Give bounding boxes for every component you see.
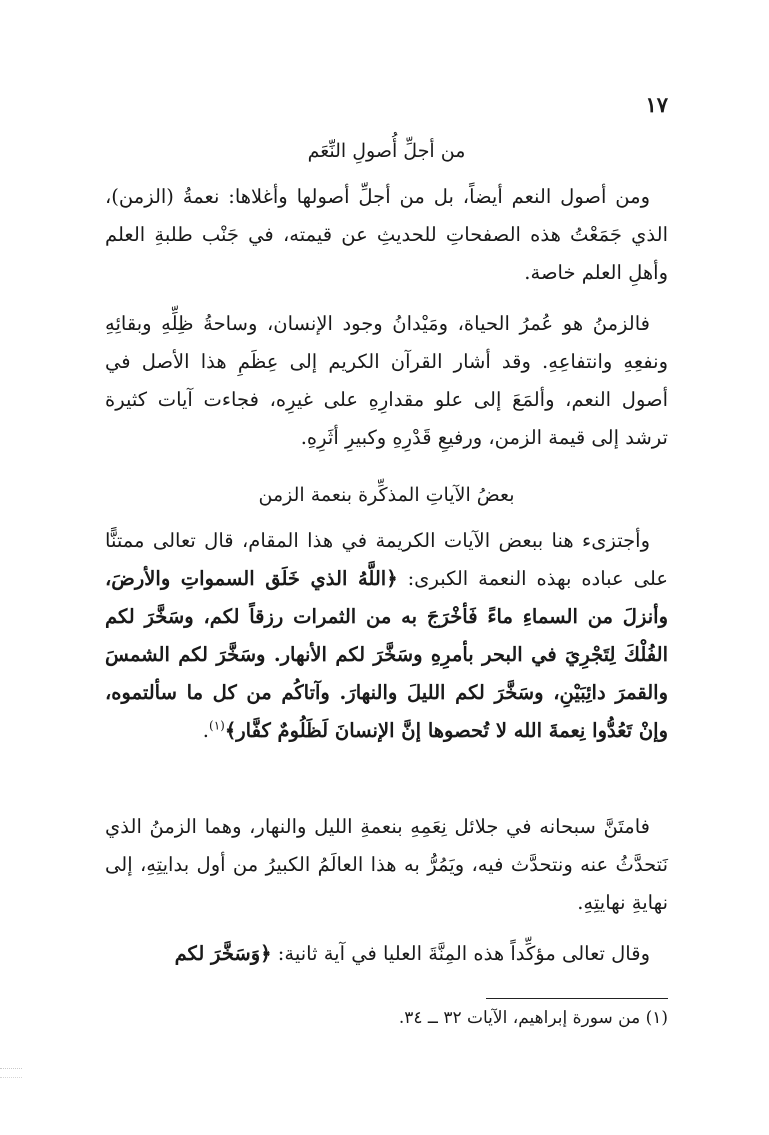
paragraph-3-intro: وأجتزىء هنا ببعض الآيات الكريمة في هذا المقام، قال تعالى ممتنًّا على عباده بهذه النعمة الكبرى: [105,529,668,590]
scan-edge-mark [0,1068,22,1078]
paragraph-2-text: فالزمنُ هو عُمرُ الحياة، ومَيْدانُ وجود الإنسان، وساحةُ ظِلِّهِ وبقائِهِ ونفعِهِ وانتفاعِهِ. وقد أشار القرآن الكريم إلى عِظَمِ هذا الأصل في أصول النعم، وألمَعَ إلى علو مقدارِهِ على غيرِه، فجاءت آيات كثيرة ترشد إلى قيمة الزمن، ورفيعِ قَدْرِهِ وكبيرِ أثَرِهِ. [105,312,668,449]
paragraph-4 [105,808,668,922]
paragraph-3-end: . [202,719,209,742]
book-page [105,0,668,1135]
quran-verse-2: ﴿وَسَخَّرَ لكم [174,942,272,965]
paragraph-5 [105,935,668,973]
paragraph-1 [105,178,668,292]
paragraph-3 [105,522,668,750]
quran-verse-1: ﴿اللَّهُ الذي خَلَق السمواتِ والأرضَ، وأنزلَ من السماءِ ماءً فَأخْرَجَ به من الثمرات رزقاً لكم، وسَخَّرَ لكم الفُلْكَ لِتَجْرِيَ في البحر بأمرِهِ وسَخَّرَ لكم الأنهار. وسَخَّرَ لكم الشمسَ والقمرَ دائِبَيْنِ، وسَخَّرَ لكم الليلَ والنهارَ. وآتاكُم من كل ما سألتموه، وإنْ تَعُدُّوا نِعمةَ الله لا تُحصوها إنَّ الإنسانَ لَظَلُومٌ كفَّار﴾ [105,567,668,742]
section-heading-1: من أجلِّ أُصولِ النِّعَم [307,140,466,162]
footnote-reference: (١) [209,718,225,733]
footnote: (١) من سورة إبراهيم، الآيات ٣٢ ــ ٣٤. [398,1008,668,1028]
paragraph-5-intro: وقال تعالى مؤكِّداً هذه المِنَّةَ العليا في آية ثانية: [277,942,650,965]
paragraph-2 [105,305,668,457]
page-number: ١٧ [645,92,668,117]
paragraph-4-text: فامتَنَّ سبحانه في جلائل نِعَمِهِ بنعمةِ الليل والنهار، وهما الزمنُ الذي نَتحدَّثُ عنه ونتحدَّث فيه، ويَمُرُّ به هذا العالَمُ الكبيرُ من أول بدايتِهِ، إلى نهايةِ نهايتِهِ. [105,815,668,914]
footnote-divider [486,998,668,999]
paragraph-1-text: ومن أصول النعم أيضاً، بل من أجلِّ أصولها وأغلاها: نعمةُ (الزمن)، الذي جَمَعْتُ هذه الصفحاتِ للحديثِ عن قيمته، في جَنْب طلبةِ العلم وأهلِ العلم خاصة. [105,185,668,284]
section-heading-2: بعضُ الآياتِ المذكِّرة بنعمة الزمن [258,484,515,506]
